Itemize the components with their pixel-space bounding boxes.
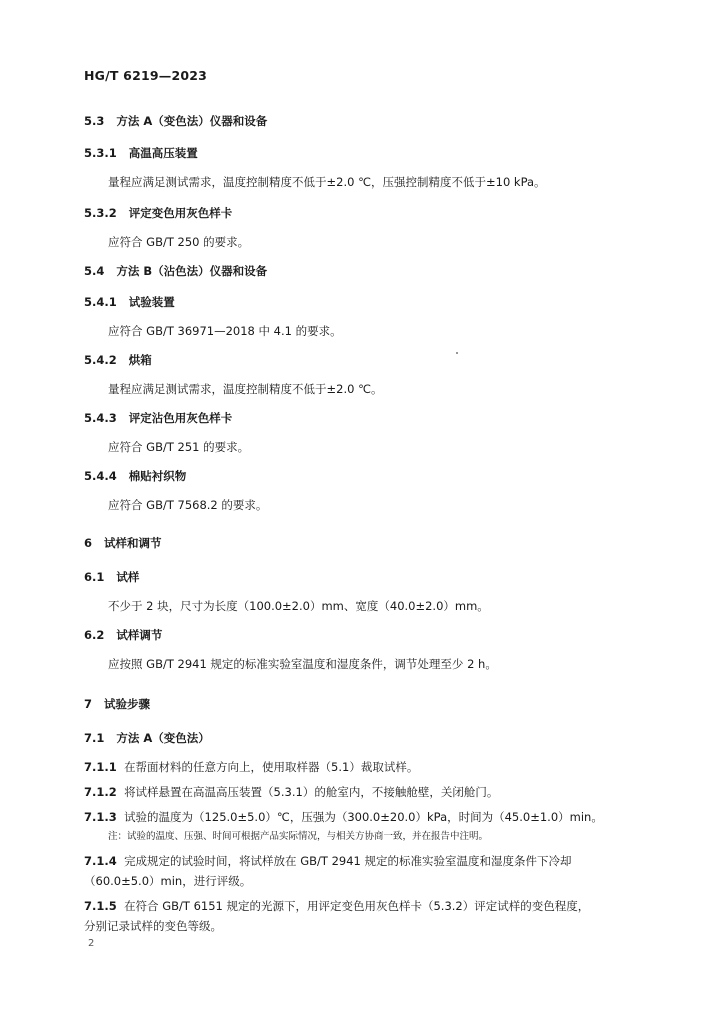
clause-text: 在符合 GB/T 6151 规定的光源下，用评定变色用灰色样卡（5.3.2）评定试样的变色程度，: [124, 899, 590, 913]
heading-5-4-3: [84, 410, 232, 426]
clause-number: 7.1.4: [84, 854, 117, 868]
heading-number: 5.3.1: [84, 146, 117, 160]
paragraph: 应符合 GB/T 7568.2 的要求。: [108, 498, 268, 512]
paragraph: 不少于 2 块，尺寸为长度（100.0±2.0）mm、宽度（40.0±2.0）mm。: [108, 599, 489, 613]
heading-title: 评定沾色用灰色样卡: [128, 411, 233, 425]
heading-number: 5.3: [84, 114, 105, 128]
heading-number: 7.1: [84, 731, 105, 745]
heading-number: 5.4.4: [84, 469, 117, 483]
paragraph: 应符合 GB/T 250 的要求。: [108, 235, 250, 249]
heading-title: 方法 B（沾色法）仪器和设备: [116, 264, 268, 278]
heading-5-4: [84, 263, 267, 279]
clause-7-1-3: [84, 809, 603, 825]
heading-title: 评定变色用灰色样卡: [128, 206, 233, 220]
paragraph: 量程应满足测试需求，温度控制精度不低于±2.0 ℃。: [108, 382, 383, 396]
standard-code: HG/T 6219—2023: [84, 68, 208, 83]
heading-5-4-1: [84, 294, 175, 310]
paragraph: 应符合 GB/T 251 的要求。: [108, 440, 250, 454]
heading-title: 试样: [116, 570, 140, 584]
heading-7-1: [84, 730, 210, 746]
heading-title: 试样和调节: [104, 536, 162, 550]
clause-number: 7.1.2: [84, 785, 117, 799]
heading-5-3-1: [84, 145, 198, 161]
heading-5-4-2: [84, 352, 152, 368]
heading-title: 烘箱: [128, 353, 152, 367]
paragraph: 量程应满足测试需求，温度控制精度不低于±2.0 ℃，压强控制精度不低于±10 kPa。: [108, 175, 546, 189]
heading-5-3: [84, 113, 267, 129]
clause-continuation: 分别记录试样的变色等级。: [84, 919, 222, 933]
heading-6: [84, 535, 162, 551]
heading-title: 试样调节: [116, 628, 163, 642]
heading-title: 试验装置: [128, 295, 175, 309]
heading-5-3-2: [84, 205, 232, 221]
heading-6-1: [84, 569, 139, 585]
clause-text: 试验的温度为（125.0±5.0）℃，压强为（300.0±20.0）kPa，时间为（45.0±1.0）min。: [124, 810, 603, 824]
heading-6-2: [84, 627, 162, 643]
page-number: 2: [88, 938, 95, 949]
clause-text: 完成规定的试验时间，将试样放在 GB/T 2941 规定的标准实验室温度和湿度条件下冷却: [124, 854, 572, 868]
heading-title: 高温高压装置: [128, 146, 198, 160]
paragraph: 应符合 GB/T 36971—2018 中 4.1 的要求。: [108, 324, 342, 338]
heading-number: 7: [84, 697, 93, 711]
heading-number: 5.3.2: [84, 206, 117, 220]
scan-speck: [456, 352, 458, 354]
clause-7-1-4: [84, 853, 572, 869]
heading-number: 6: [84, 536, 93, 550]
clause-7-1-5: [84, 898, 589, 914]
heading-number: 6.2: [84, 628, 105, 642]
clause-7-1-1: [84, 759, 418, 775]
heading-7: [84, 696, 150, 712]
heading-5-4-4: [84, 468, 186, 484]
clause-number: 7.1.5: [84, 899, 117, 913]
heading-number: 5.4.3: [84, 411, 117, 425]
paragraph: 应按照 GB/T 2941 规定的标准实验室温度和湿度条件，调节处理至少 2 h。: [108, 657, 497, 671]
clause-text: 在帮面材料的任意方向上，使用取样器（5.1）裁取试样。: [124, 760, 419, 774]
heading-title: 方法 A（变色法）仪器和设备: [116, 114, 268, 128]
clause-continuation: （60.0±5.0）min，进行评级。: [84, 874, 252, 888]
heading-number: 5.4.2: [84, 353, 117, 367]
clause-number: 7.1.3: [84, 810, 117, 824]
heading-title: 方法 A（变色法）: [116, 731, 210, 745]
clause-7-1-2: [84, 784, 498, 800]
clause-number: 7.1.1: [84, 760, 117, 774]
heading-number: 5.4: [84, 264, 105, 278]
heading-number: 5.4.1: [84, 295, 117, 309]
note: 注：试验的温度、压强、时间可根据产品实际情况，与相关方协商一致，并在报告中注明。: [108, 831, 489, 842]
clause-text: 将试样悬置在高温高压装置（5.3.1）的舱室内，不接触舱壁，关闭舱门。: [124, 785, 499, 799]
heading-number: 6.1: [84, 570, 105, 584]
heading-title: 棉贴衬织物: [128, 469, 187, 483]
heading-title: 试验步骤: [104, 697, 151, 711]
